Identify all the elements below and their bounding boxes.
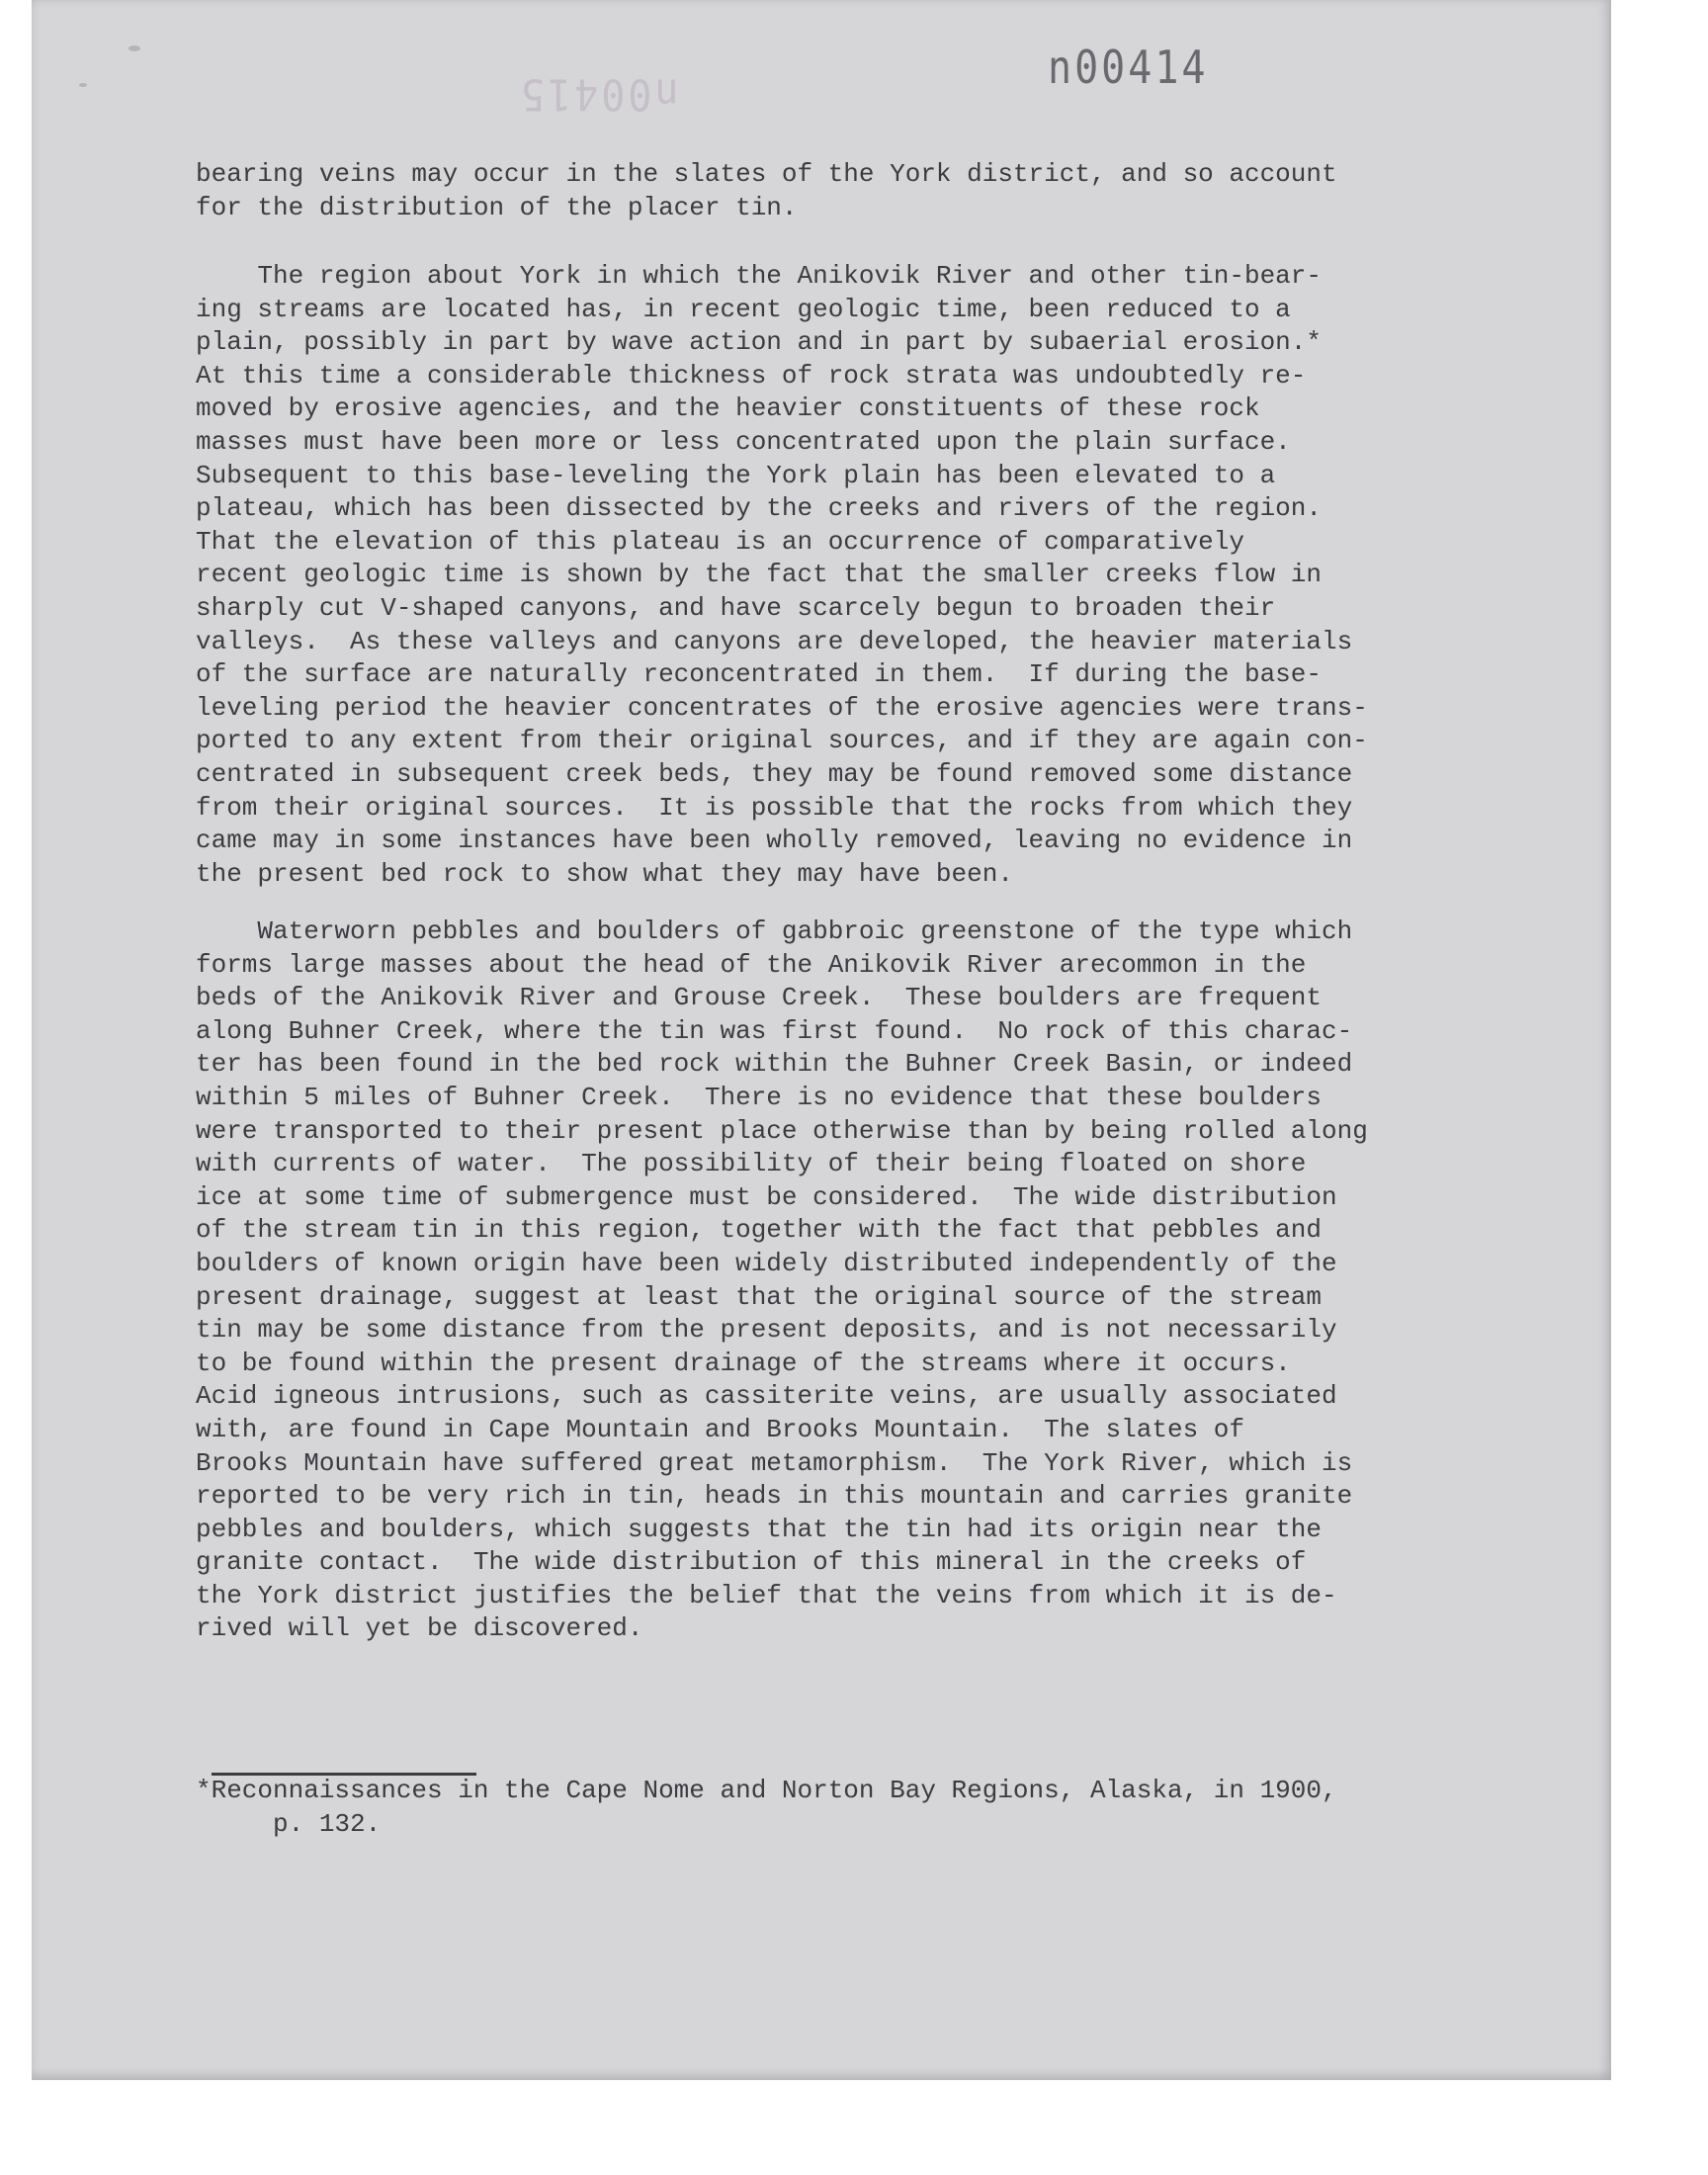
text-line: pebbles and boulders, which suggests that the tin had its origin near the xyxy=(196,1514,1322,1544)
text-line: Subsequent to this base-leveling the York plain has been elevated to a xyxy=(196,460,1276,490)
text-line: plateau, which has been dissected by the creeks and rivers of the region. xyxy=(196,493,1322,524)
text-line: from their original sources. It is possible that the rocks from which they xyxy=(196,792,1353,823)
text-line: valleys. As these valleys and canyons are developed, the heavier materials xyxy=(196,626,1353,656)
text-line: boulders of known origin have been widely distributed independently of the xyxy=(196,1248,1337,1278)
text-line: masses must have been more or less concentrated upon the plain surface. xyxy=(196,426,1291,457)
text-line: ter has been found in the bed rock within the Buhner Creek Basin, or indeed xyxy=(196,1049,1353,1080)
paragraph-2 xyxy=(196,260,1471,891)
page-number: n00414 xyxy=(1048,42,1209,95)
text-line: ice at some time of submergence must be considered. The wide distribution xyxy=(196,1181,1337,1212)
text-line: centrated in subsequent creek beds, they may be found removed some distance xyxy=(196,758,1353,789)
text-line: along Buhner Creek, where the tin was first found. No rock of this charac- xyxy=(196,1015,1353,1046)
text-line: reported to be very rich in tin, heads in this mountain and carries granite xyxy=(196,1481,1353,1512)
text-line: to be found within the present drainage of the streams where it occurs. xyxy=(196,1348,1291,1378)
text-line: bearing veins may occur in the slates of the York district, and so account xyxy=(196,159,1337,189)
text-line: of the stream tin in this region, together with the fact that pebbles and xyxy=(196,1215,1322,1246)
text-line: of the surface are naturally reconcentrated in them. If during the base- xyxy=(196,659,1322,690)
text-line: sharply cut V-shaped canyons, and have scarcely begun to broaden their xyxy=(196,592,1276,623)
footnote-line: *Reconnaissances in the Cape Nome and Norton Bay Regions, Alaska, in 1900, xyxy=(196,1776,1337,1805)
text-line: the York district justifies the belief that the veins from which it is de- xyxy=(196,1580,1337,1610)
text-line: with currents of water. The possibility of their being floated on shore xyxy=(196,1149,1307,1179)
text-line: Brooks Mountain have suffered great metamorphism. The York River, which is xyxy=(196,1447,1353,1478)
text-line: Acid igneous intrusions, such as cassiterite veins, are usually associated xyxy=(196,1381,1337,1412)
paragraph-1 xyxy=(196,158,1471,224)
paragraph-3 xyxy=(196,915,1471,1646)
text-line: the present bed rock to show what they may have been. xyxy=(196,858,1013,889)
text-line: ported to any extent from their original sources, and if they are again con- xyxy=(196,726,1368,756)
text-line: rived will yet be discovered. xyxy=(196,1613,643,1644)
footnote xyxy=(196,1775,1471,1841)
text-line: granite contact. The wide distribution of this mineral in the creeks of xyxy=(196,1547,1307,1578)
text-line: within 5 miles of Buhner Creek. There is no evidence that these boulders xyxy=(196,1082,1322,1112)
text-line: for the distribution of the placer tin. xyxy=(196,192,798,222)
text-line: tin may be some distance from the present deposits, and is not necessarily xyxy=(196,1315,1337,1346)
text-line: were transported to their present place otherwise than by being rolled along xyxy=(196,1115,1368,1146)
text-line: forms large masses about the head of the Anikovik River arecommon in the xyxy=(196,949,1307,980)
text-line: moved by erosive agencies, and the heavier constituents of these rock xyxy=(196,393,1260,424)
footnote-line: p. 132. xyxy=(196,1808,382,1839)
text-line: That the elevation of this plateau is an occurrence of comparatively xyxy=(196,526,1244,557)
text-line: beds of the Anikovik River and Grouse Creek. These boulders are frequent xyxy=(196,983,1322,1013)
smudge-mark xyxy=(128,45,140,51)
text-line: plain, possibly in part by wave action and in part by subaerial erosion.* xyxy=(196,327,1322,358)
text-line: ing streams are located has, in recent geologic time, been reduced to a xyxy=(196,294,1291,324)
smudge-mark xyxy=(79,83,87,87)
text-line: Waterworn pebbles and boulders of gabbroic greenstone of the type which xyxy=(196,916,1353,946)
text-line: At this time a considerable thickness of rock strata was undoubtedly re- xyxy=(196,360,1307,391)
text-line: came may in some instances have been wholly removed, leaving no evidence in xyxy=(196,826,1353,856)
text-line: The region about York in which the Anikovik River and other tin-bear- xyxy=(196,261,1322,291)
text-line: with, are found in Cape Mountain and Brooks Mountain. The slates of xyxy=(196,1414,1244,1444)
text-line: present drainage, suggest at least that the original source of the stream xyxy=(196,1281,1322,1312)
text-line: recent geologic time is shown by the fact that the smaller creeks flow in xyxy=(196,560,1322,590)
text-line: leveling period the heavier concentrates of the erosive agencies were trans- xyxy=(196,692,1368,723)
page-number-bleedthrough: n00415 xyxy=(518,68,679,120)
